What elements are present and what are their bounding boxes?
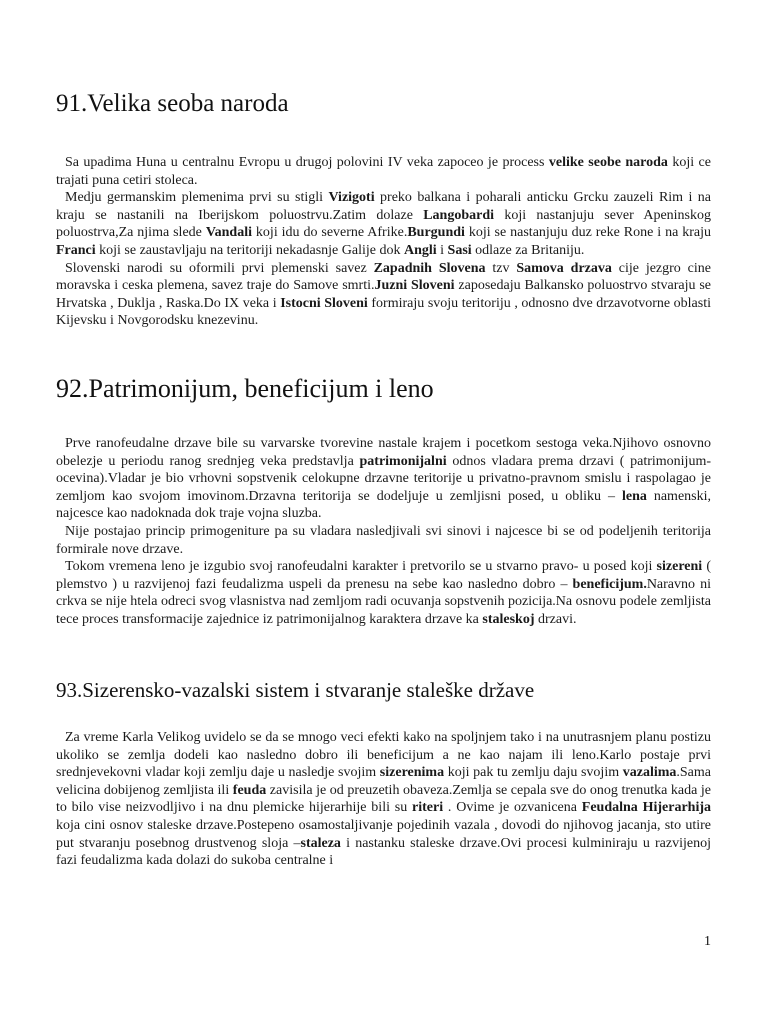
bold-term: Vandali (205, 225, 252, 241)
section-91-paragraph (56, 154, 711, 189)
bold-term: lena (621, 488, 647, 504)
text-run: koji idu do severne Afrike. (252, 225, 408, 241)
text-run: Prve ranofeudalne drzave bile su varvarske tvorevine nastale krajem i pocetkom sestoga veka.Njihovo osnovno obelezje u periodu ranog srednjeg veka predstavlja (56, 436, 711, 469)
text-run: Slovenski narodi su oformili prvi plemenski savez (65, 260, 374, 276)
section-92-title: 92.Patrimonijum, beneficijum i leno (56, 374, 434, 403)
bold-term: Franci (56, 242, 96, 258)
section-92-paragraph (56, 558, 711, 628)
text-run: cije jezgro cine moravska i ceska plemena, savez traje do Samove smrti. (56, 260, 711, 294)
section-91-body (56, 154, 711, 330)
text-run: ( plemstvo ) u razvijenoj fazi feudalizma uspeli da prenesu na sebe kao nasledno dobro – (56, 559, 711, 592)
section-91-paragraph (56, 189, 711, 259)
section-92-paragraph (56, 435, 711, 523)
text-run: Sa upadima Huna u centralnu Evropu u drugoj polovini IV veka zapoceo je process (65, 155, 549, 170)
text-run: namenski, najcesce kao nadoknada dok traje vojna sluzba. (56, 488, 712, 522)
bold-term: feuda (232, 782, 267, 798)
section-91-paragraph (56, 260, 711, 330)
text-run: zavisila je od preuzetih obaveza.Zemlja se cepala sve do onog trenutka kada je to bilo vise neizvodljivo i na dnu plemicke hijerarhije bili su (56, 782, 712, 816)
section-92-body (56, 435, 711, 629)
bold-term: Zapadnih Slovena (373, 260, 486, 276)
bold-term: patrimonijalni (359, 453, 447, 469)
bold-term: sizerenima (379, 765, 445, 781)
text-run: koji se nastanjuju duz reke Rone i na kraju (464, 225, 711, 241)
bold-term: staleza (300, 835, 341, 851)
bold-term: Juzni Sloveni (374, 278, 455, 294)
text-run: tzv (485, 260, 517, 276)
page-number: 1 (704, 934, 711, 949)
text-run: zaposedaju Balkansko poluostrvo stvaraju se Hrvatska , Duklja , Raska.Do IX veka i (56, 278, 711, 311)
text-run: koji nastanjuju sever Apeninskog poluostrva,Za njima slede (56, 207, 711, 241)
bold-term: Sasi (447, 242, 472, 258)
section-93-paragraph (56, 729, 711, 870)
section-93-title: 93.Sizerensko-vazalski sistem i stvaranje staleške države (56, 678, 535, 702)
text-run: odlaze za Britaniju. (471, 242, 585, 258)
text-run: Nije postajao princip primogeniture pa su vladara nasledjivali svi sinovi i najcesce bi se od podeljenih teritorija formirale nove drzave. (56, 523, 711, 557)
text-run: Tokom vremena leno je izgubio svoj ranofeudalni karakter i pretvorilo se u stvarno pravo- u posed koji (65, 559, 657, 575)
text-run: Medju germanskim plemenima prvi su stigli (65, 190, 329, 206)
bold-term: beneficijum. (572, 576, 647, 592)
text-run: . Ovime je ozvanicena (443, 800, 582, 816)
bold-term: Angli (403, 242, 437, 258)
text-run: i nastanku staleske drzave.Ovi procesi kulminiraju u razvijenoj fazi feudalizma kada dolazi do sukoba centralne i (56, 835, 711, 869)
text-run: .Sama velicina dobijenog zemljista ili (56, 765, 711, 798)
bold-term: Feudalna Hijerarhija (581, 800, 712, 816)
text-run: koja cini osnov staleske drzave.Postepeno osamostaljivanje pojedinih vazala , dovodi do njihovog jacanja, sto utire put stvaranju posebnog drustvenog sloja – (56, 817, 711, 851)
section-92-paragraph (56, 523, 711, 558)
text-run: drzavi. (534, 611, 577, 627)
text-run: koji pak tu zemlju daju svojim (444, 765, 623, 781)
text-run: formiraju svoju teritoriju , odnosno dve drzavotvorne oblasti Kijevsku i Novgorodsku knezevinu. (56, 295, 712, 329)
text-run: Za vreme Karla Velikog uvidelo se da se mnogo veci efekti kako na spoljnjem tako i na unutrasnjem planu postizu ukoliko se zemlja dodeli kao nasledno dobro ili beneficijum a ne kao najam ili leno.Karlo postaje prvi srednjevekovni vladar koji zemlju daje u nasledje svojim (56, 730, 711, 781)
bold-term: staleskoj (482, 611, 535, 627)
section-93-body (56, 729, 711, 870)
bold-term: sizereni (656, 559, 703, 575)
text-run: koji se zaustavljaju na teritoriji nekadasnje Galije dok (95, 242, 404, 258)
text-run: koji ce trajati puna cetiri stoleca. (56, 155, 711, 188)
bold-term: velike seobe naroda (548, 155, 668, 170)
bold-term: Langobardi (423, 207, 495, 223)
text-run: preko balkana i poharali anticku Grcku zauzeli Rim i na kraju se nastanili na Iberijskom poluostrvu.Zatim dolaze (56, 190, 711, 223)
section-91-title: 91.Velika seoba naroda (56, 90, 289, 117)
bold-term: Vizigoti (328, 190, 375, 206)
bold-term: Istocni Sloveni (280, 295, 368, 311)
text-run: Naravno ni crkva se nije htela odreci svog vlasnistva nad zemljom radi ocuvanja sopstvenih pozicija.Na osnovu podele zemljista tece proces transformacije zajednice iz patrimonijalnog karaktera drzave ka (56, 576, 712, 627)
text-run: i (436, 242, 448, 258)
bold-term: Burgundi (407, 225, 465, 241)
text-run: odnos vladara prema drzavi ( patrimonijum-ocevina).Vladar je bio vrhovni sopstvenik celokupne drzavne teritorije u privatno-pravnom smislu i raspolagao je zemljom kao svojom imovinom.Drzavna teritorija se dodeljuje u zemljisni posed, u obliku – (56, 453, 711, 504)
bold-term: riteri (412, 800, 444, 816)
bold-term: Samova drzava (516, 260, 612, 276)
bold-term: vazalima (622, 765, 677, 781)
